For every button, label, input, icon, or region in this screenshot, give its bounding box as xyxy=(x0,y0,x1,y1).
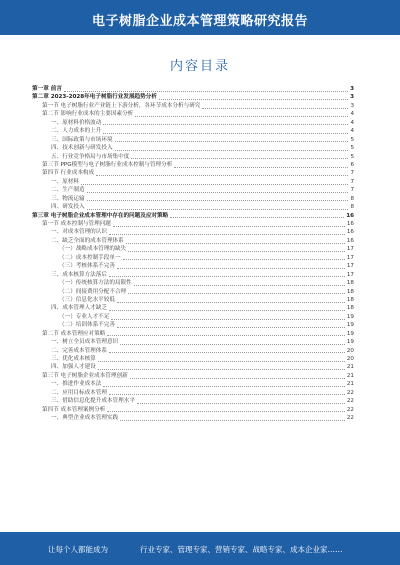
toc-entry[interactable] xyxy=(32,153,354,161)
toc-leader-dots xyxy=(103,120,348,125)
toc-leader-dots xyxy=(107,407,345,412)
toc-entry-page: 22 xyxy=(346,398,354,405)
toc-leader-dots xyxy=(117,264,345,269)
toc-entry-label: 一、树立全员成本管理意识 xyxy=(51,339,119,346)
toc-entry[interactable] xyxy=(32,203,354,211)
toc-leader-dots xyxy=(128,247,345,252)
toc-entry[interactable] xyxy=(32,347,354,355)
toc-entry-label: 一、原材料 xyxy=(51,178,79,185)
toc-leader-dots xyxy=(159,95,348,100)
toc-entry[interactable] xyxy=(32,237,354,245)
toc-entry-label: 五、行业竞争格局与市场集中度 xyxy=(51,153,130,160)
toc-entry-label: 三、成本核算方法落后 xyxy=(51,271,107,278)
footer-slogan: 让每个人都能成为 xyxy=(48,545,108,554)
toc-entry-page: 22 xyxy=(346,415,354,422)
toc-entry-page: 3 xyxy=(350,102,354,109)
toc-entry[interactable] xyxy=(32,296,354,304)
toc-entry-label: 四、加强人才建设 xyxy=(51,364,96,371)
toc-entry-label: 三、优化成本核算 xyxy=(51,356,96,362)
toc-entry-label: 一、典型企业成本管理实践 xyxy=(51,415,119,422)
toc-entry-label: 第四节 成本管理案例分析 xyxy=(42,406,106,413)
toc-entry[interactable] xyxy=(32,389,354,397)
toc-entry-page: 3 xyxy=(350,86,354,92)
toc-entry-label: 二、应用目标成本管理 xyxy=(51,389,107,396)
toc-entry[interactable] xyxy=(32,380,354,388)
report-header-bar xyxy=(0,0,400,35)
toc-entry-page: 19 xyxy=(346,322,354,329)
toc-entry-page: 7 xyxy=(350,178,354,185)
toc-leader-dots xyxy=(87,188,349,193)
toc-leader-dots xyxy=(137,399,345,404)
toc-entry-page: 4 xyxy=(350,111,354,118)
toc-entry[interactable] xyxy=(32,102,354,110)
toc-entry-label: 四、技术创新与研发投入 xyxy=(51,145,113,152)
toc-leader-dots xyxy=(109,272,345,277)
toc-entry[interactable] xyxy=(32,169,354,177)
toc-leader-dots xyxy=(120,416,345,421)
toc-entry-label: （三）信息化水平较低 xyxy=(59,296,115,303)
toc-entry[interactable] xyxy=(32,254,354,262)
toc-entry-label: 第二节 成本管理应对策略 xyxy=(42,330,106,337)
toc-entry-label: 四、成本管理人才缺乏 xyxy=(51,305,107,312)
toc-leader-dots xyxy=(109,348,345,353)
toc-entry-label: 二、完善成本管理体系 xyxy=(51,347,107,354)
toc-entry[interactable] xyxy=(32,186,354,194)
toc-entry-page: 16 xyxy=(346,237,354,244)
toc-entry-page: 17 xyxy=(346,271,354,278)
toc-entry-page: 18 xyxy=(346,296,354,303)
toc-entry-page: 4 xyxy=(350,128,354,135)
toc-leader-dots xyxy=(120,340,345,345)
toc-entry-page: 8 xyxy=(350,195,354,202)
toc-leader-dots xyxy=(115,146,349,151)
toc-entry[interactable] xyxy=(32,220,354,228)
toc-entry[interactable] xyxy=(32,288,354,296)
toc-entry-page: 21 xyxy=(346,381,354,388)
toc-entry-page: 18 xyxy=(346,280,354,287)
toc-entry[interactable] xyxy=(32,93,354,101)
toc-heading: 内容目录 xyxy=(169,59,230,74)
toc-entry-label: （三）考核体系不完善 xyxy=(59,263,115,270)
toc-entry-page: 21 xyxy=(346,372,354,379)
toc-entry-label: 第三节 电子树脂企业成本管理创新 xyxy=(42,372,128,379)
toc-entry[interactable] xyxy=(32,144,354,152)
toc-entry[interactable] xyxy=(32,304,354,312)
toc-entry-page: 5 xyxy=(350,153,354,160)
toc-entry[interactable] xyxy=(32,245,354,253)
toc-entry-label: 二、缺乏全面的成本管理体系 xyxy=(51,237,124,244)
toc-entry-label: 一、推进作业成本法 xyxy=(51,381,102,388)
toc-leader-dots xyxy=(96,171,348,176)
toc-leader-dots xyxy=(87,196,349,201)
toc-entry-label: （二）培训体系不完善 xyxy=(59,322,115,329)
toc-entry[interactable] xyxy=(32,330,354,338)
toc-leader-dots xyxy=(103,129,348,134)
toc-entry-page: 16 xyxy=(346,221,354,227)
toc-entry-page: 19 xyxy=(346,339,354,346)
toc-entry-page: 6 xyxy=(350,161,354,168)
toc-entry[interactable] xyxy=(32,85,354,93)
toc-leader-dots xyxy=(107,331,345,336)
toc-entry[interactable] xyxy=(32,271,354,279)
toc-entry-label: （一）专业人才不足 xyxy=(59,313,110,320)
toc-leader-dots xyxy=(98,365,345,370)
toc-entry-page: 17 xyxy=(346,246,354,253)
toc-entry-page: 16 xyxy=(346,229,354,236)
toc-leader-dots xyxy=(113,222,345,227)
toc-leader-dots xyxy=(130,374,345,379)
toc-entry-page: 8 xyxy=(350,204,354,211)
toc-entry-page: 5 xyxy=(350,136,354,143)
toc-entry-label: 第一节 电子树脂行业产业链上下游分析，各环节成本分析与研究 xyxy=(42,102,201,109)
toc-entry-label: 三、借助信息化提升成本管理水平 xyxy=(51,398,135,405)
toc-entry[interactable] xyxy=(32,338,354,346)
toc-entry-page: 20 xyxy=(346,347,354,354)
toc-entry-label: 四、研发投入 xyxy=(51,204,85,211)
toc-leader-dots xyxy=(202,104,348,109)
toc-entry-page: 4 xyxy=(350,119,354,126)
footer-expert-list: 行业专家、管理专家、营销专家、战略专家、成本企业家…… xyxy=(140,545,343,554)
toc-entry-label: （一）战略成本管理的缺失 xyxy=(59,246,127,253)
toc-entry-page: 20 xyxy=(346,356,354,362)
toc-entry-page: 21 xyxy=(346,364,354,371)
toc-entry[interactable] xyxy=(32,212,354,220)
toc-entry[interactable] xyxy=(32,363,354,371)
toc-leader-dots xyxy=(103,382,345,387)
toc-entry-label: （二）成本控制手段单一 xyxy=(59,254,121,261)
toc-entry-label: 二、生产制造 xyxy=(51,187,85,194)
toc-entry-label: 第四节 行业成本构成 xyxy=(42,170,95,177)
toc-leader-dots xyxy=(87,205,349,210)
toc-entry-page: 19 xyxy=(346,313,354,320)
toc-entry[interactable] xyxy=(32,136,354,144)
toc-leader-dots xyxy=(64,87,348,92)
toc-entry-page: 7 xyxy=(350,170,354,177)
toc-entry-label: 第二节 影响行业成本的主要因素分析 xyxy=(42,111,134,118)
toc-entry-label: 第一节 成本控制与管理问题 xyxy=(42,221,111,227)
toc-leader-dots xyxy=(115,137,349,142)
toc-entry[interactable] xyxy=(32,313,354,321)
toc-leader-dots xyxy=(117,323,345,328)
toc-entry[interactable] xyxy=(32,397,354,405)
table-of-contents xyxy=(32,85,354,423)
toc-entry-label: 第一章 前言 xyxy=(32,86,62,92)
toc-leader-dots xyxy=(170,213,344,218)
toc-leader-dots xyxy=(117,298,345,303)
toc-entry-page: 17 xyxy=(346,263,354,270)
toc-entry-page: 18 xyxy=(346,288,354,295)
toc-leader-dots xyxy=(109,390,345,395)
toc-leader-dots xyxy=(135,112,348,117)
toc-leader-dots xyxy=(109,230,345,235)
toc-entry[interactable] xyxy=(32,161,354,169)
report-title: 电子树脂企业成本管理策略研究报告 xyxy=(91,14,308,29)
toc-entry[interactable] xyxy=(32,110,354,118)
toc-entry-page: 19 xyxy=(346,330,354,337)
toc-entry[interactable] xyxy=(32,178,354,186)
toc-entry-label: 一、原材料价格波动 xyxy=(51,119,102,126)
toc-entry-label: （二）间接费用分配不合理 xyxy=(59,288,127,295)
toc-entry-label: 第三节 PPG模型与电子树脂行业成本控制与管理分析 xyxy=(42,161,173,168)
toc-leader-dots xyxy=(131,154,348,159)
toc-leader-dots xyxy=(128,289,345,294)
footer-bar xyxy=(0,532,400,565)
toc-entry-page: 17 xyxy=(346,254,354,261)
toc-entry-page: 18 xyxy=(346,305,354,312)
toc-entry-page: 16 xyxy=(346,212,354,219)
toc-leader-dots xyxy=(126,239,345,244)
toc-entry-label: 第三章 电子树脂企业成本管理中存在的问题及应对策略 xyxy=(32,212,169,219)
toc-entry[interactable] xyxy=(32,228,354,236)
toc-entry-page: 5 xyxy=(350,145,354,152)
toc-entry[interactable] xyxy=(32,119,354,127)
toc-entry[interactable] xyxy=(32,262,354,270)
toc-entry[interactable] xyxy=(32,279,354,287)
toc-entry-page: 7 xyxy=(350,187,354,194)
toc-entry-label: 三、国际政策与市场环境 xyxy=(51,136,113,143)
toc-leader-dots xyxy=(174,163,348,168)
toc-entry-page: 22 xyxy=(346,389,354,396)
toc-entry-label: 一、对成本管理的认识 xyxy=(51,229,107,236)
toc-entry[interactable] xyxy=(32,321,354,329)
toc-entry[interactable] xyxy=(32,195,354,203)
toc-entry-page: 3 xyxy=(350,94,354,101)
toc-entry[interactable] xyxy=(32,372,354,380)
toc-entry[interactable] xyxy=(32,127,354,135)
toc-leader-dots xyxy=(123,255,345,260)
toc-leader-dots xyxy=(109,306,345,311)
toc-entry[interactable] xyxy=(32,355,354,363)
toc-entry-label: （一）传统核算方法的局限性 xyxy=(59,280,132,287)
toc-entry[interactable] xyxy=(32,414,354,422)
toc-entry-label: 三、物流运输 xyxy=(51,195,85,202)
toc-entry-label: 第二章 2023-2028年电子树脂行业发展趋势分析 xyxy=(32,94,157,101)
toc-entry[interactable] xyxy=(32,406,354,414)
toc-entry-page: 22 xyxy=(346,406,354,413)
toc-leader-dots xyxy=(81,180,348,185)
toc-leader-dots xyxy=(134,281,345,286)
toc-entry-label: 二、人力成本的上升 xyxy=(51,128,102,135)
toc-leader-dots xyxy=(111,315,345,320)
toc-leader-dots xyxy=(98,357,345,362)
